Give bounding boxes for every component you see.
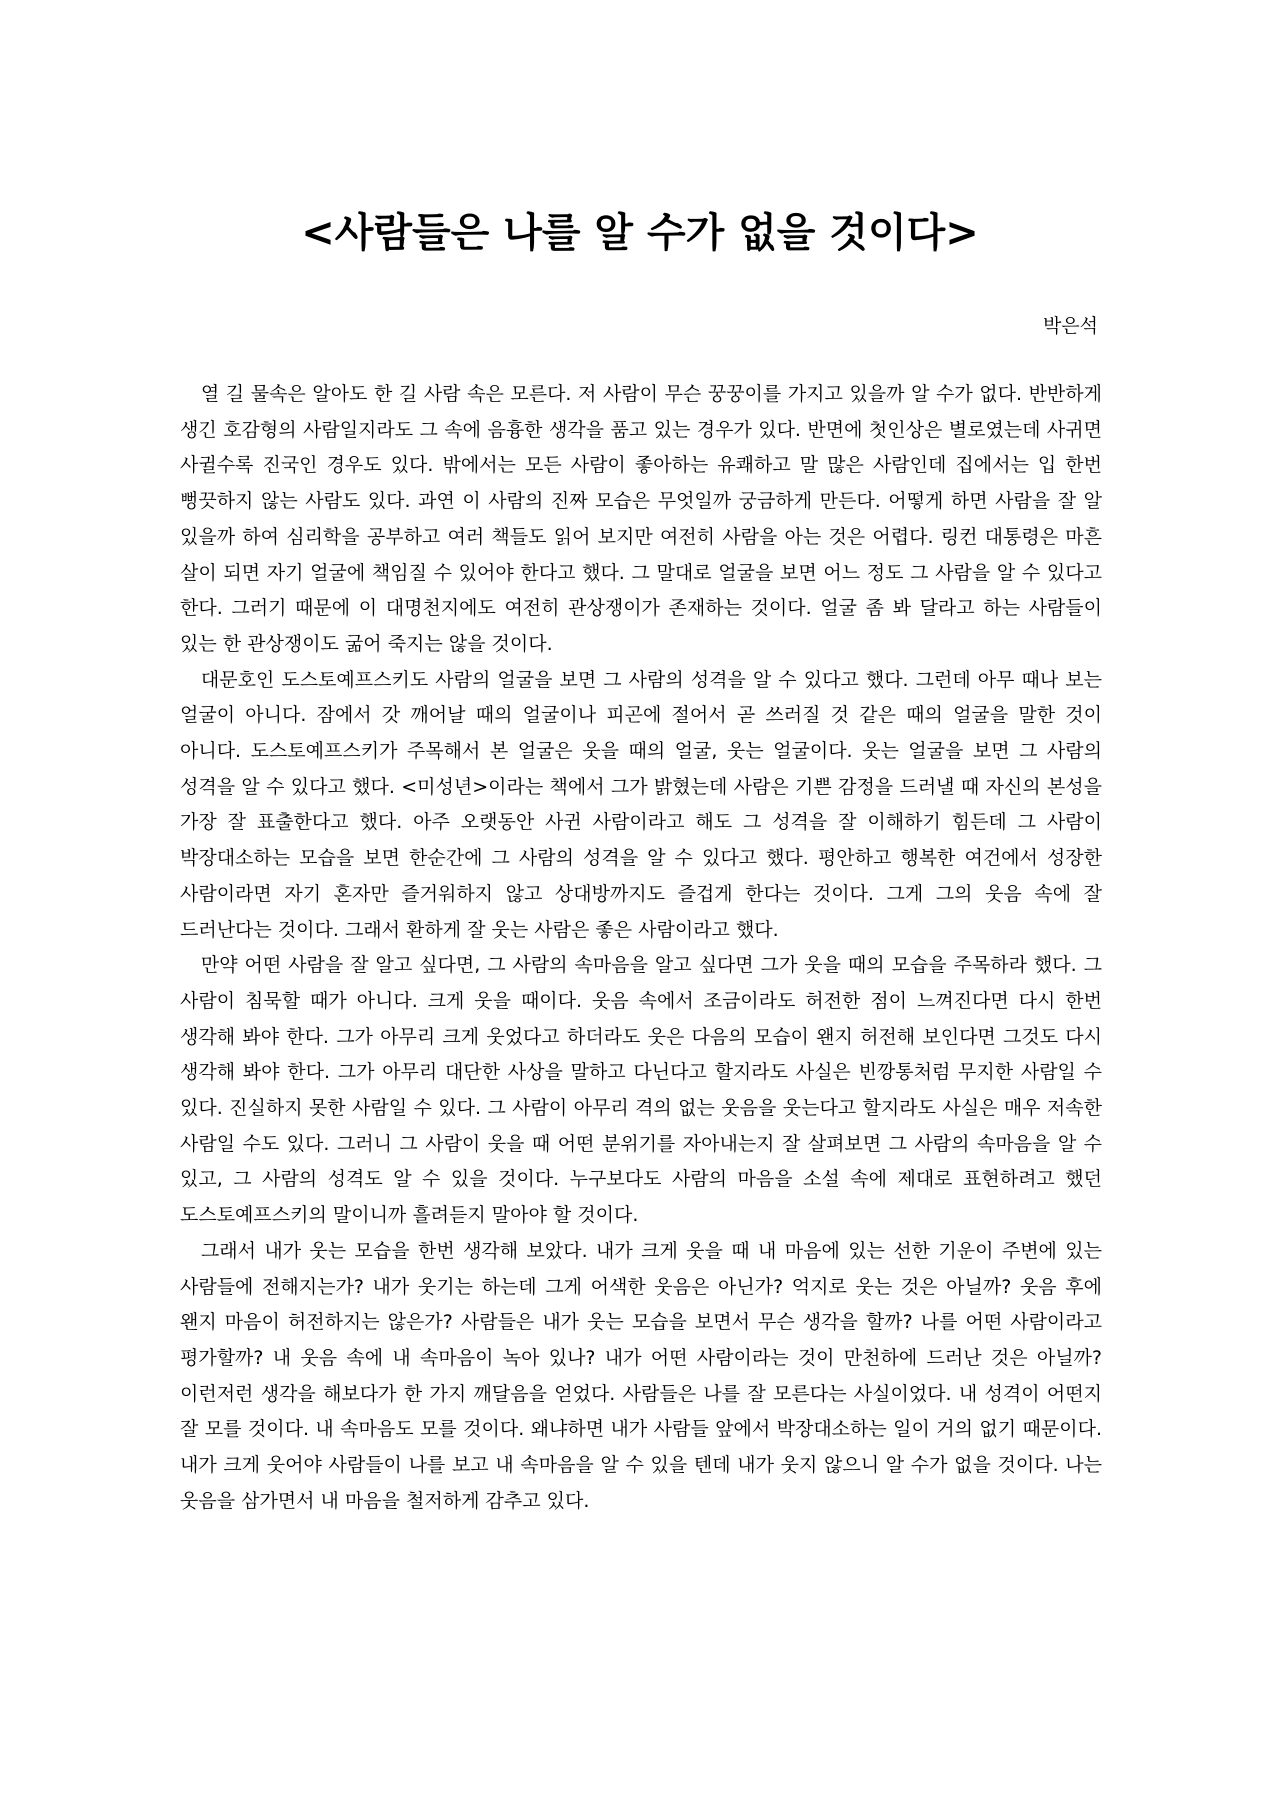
author-name: 박은석 [1042, 315, 1098, 337]
essay-body [180, 377, 1102, 1520]
paragraph: 만약 어떤 사람을 잘 알고 싶다면, 그 사람의 속마음을 알고 싶다면 그가 웃을 때의 모습을 주목하라 했다. 그 사람이 침묵할 때가 아니다. 크게 웃을 때이다. 웃음 속에서 조금이라도 허전한 점이 느껴진다면 다시 한번 생각해 봐야 한다. 그가 아무리 크게 웃었다고 하더라도 웃은 다음의 모습이 왠지 허전해 보인다면 그것도 다시 생각해 봐야 한다. 그가 아무리 대단한 사상을 말하고 다닌다고 할지라도 사실은 빈깡통처럼 무지한 사람일 수 있다. 진실하지 못한 사람일 수 있다. 그 사람이 아무리 격의 없는 웃음을 웃는다고 할지라도 사실은 매우 저속한 사람일 수도 있다. 그러니 그 사람이 웃을 때 어떤 분위기를 자아내는지 잘 살펴보면 그 사람의 속마음을 알 수 있고, 그 사람의 성격도 알 수 있을 것이다. 누구보다도 사람의 마음을 소설 속에 제대로 표현하려고 했던 도스토예프스키의 말이니까 흘려듣지 말아야 할 것이다. [180, 954, 1102, 1227]
paragraph: 대문호인 도스토예프스키도 사람의 얼굴을 보면 그 사람의 성격을 알 수 있다고 했다. 그런데 아무 때나 보는 얼굴이 아니다. 잠에서 갓 깨어날 때의 얼굴이나 피곤에 절어서 곧 쓰러질 것 같은 때의 얼굴을 말한 것이 아니다. 도스토예프스키가 주목해서 본 얼굴은 웃을 때의 얼굴, 웃는 얼굴이다. 웃는 얼굴을 보면 그 사람의 성격을 알 수 있다고 했다. <미성년>이라는 책에서 그가 밝혔는데 사람은 기쁜 감정을 드러낼 때 자신의 본성을 가장 잘 표출한다고 했다. 아주 오랫동안 사귄 사람이라고 해도 그 성격을 잘 이해하기 힘든데 그 사람이 박장대소하는 모습을 보면 한순간에 그 사람의 성격을 알 수 있다고 했다. 평안하고 행복한 여건에서 성장한 사람이라면 자기 혼자만 즐거워하지 않고 상대방까지도 즐겁게 한다는 것이다. 그게 그의 웃음 속에 잘 드러난다는 것이다. 그래서 환하게 잘 웃는 사람은 좋은 사람이라고 했다. [180, 668, 1102, 941]
paragraph: 열 길 물속은 알아도 한 길 사람 속은 모른다. 저 사람이 무슨 꿍꿍이를 가지고 있을까 알 수가 없다. 반반하게 생긴 호감형의 사람일지라도 그 속에 음흉한 생각을 품고 있는 경우가 있다. 반면에 첫인상은 별로였는데 사귀면 사귈수록 진국인 경우도 있다. 밖에서는 모든 사람이 좋아하는 유쾌하고 말 많은 사람인데 집에서는 입 한번 뻥끗하지 않는 사람도 있다. 과연 이 사람의 진짜 모습은 무엇일까 궁금하게 만든다. 어떻게 하면 사람을 잘 알 있을까 하여 심리학을 공부하고 여러 책들도 읽어 보지만 여전히 사람을 아는 것은 어렵다. 링컨 대통령은 마흔 살이 되면 자기 얼굴에 책임질 수 있어야 한다고 했다. 그 말대로 얼굴을 보면 어느 정도 그 사람을 알 수 있다고 한다. 그러기 때문에 이 대명천지에도 여전히 관상쟁이가 존재하는 것이다. 얼굴 좀 봐 달라고 하는 사람들이 있는 한 관상쟁이도 굶어 죽지는 않을 것이다. [180, 383, 1102, 655]
paragraph: 그래서 내가 웃는 모습을 한번 생각해 보았다. 내가 크게 웃을 때 내 마음에 있는 선한 기운이 주변에 있는 사람들에 전해지는가? 내가 웃기는 하는데 그게 어색한 웃음은 아닌가? 억지로 웃는 것은 아닐까? 웃음 후에 왠지 마음이 허전하지는 않은가? 사람들은 내가 웃는 모습을 보면서 무슨 생각을 할까? 나를 어떤 사람이라고 평가할까? 내 웃음 속에 내 속마음이 녹아 있나? 내가 어떤 사람이라는 것이 만천하에 드러난 것은 아닐까? 이런저런 생각을 해보다가 한 가지 깨달음을 얻었다. 사람들은 나를 잘 모른다는 사실이었다. 내 성격이 어떤지 잘 모를 것이다. 내 속마음도 모를 것이다. 왜냐하면 내가 사람들 앞에서 박장대소하는 일이 거의 없기 때문이다. 내가 크게 웃어야 사람들이 나를 보고 내 속마음을 알 수 있을 텐데 내가 웃지 않으니 알 수가 없을 것이다. 나는 웃음을 삼가면서 내 마음을 철저하게 감추고 있다. [180, 1239, 1102, 1512]
essay-title: <사람들은 나를 알 수가 없을 것이다> [301, 210, 979, 256]
